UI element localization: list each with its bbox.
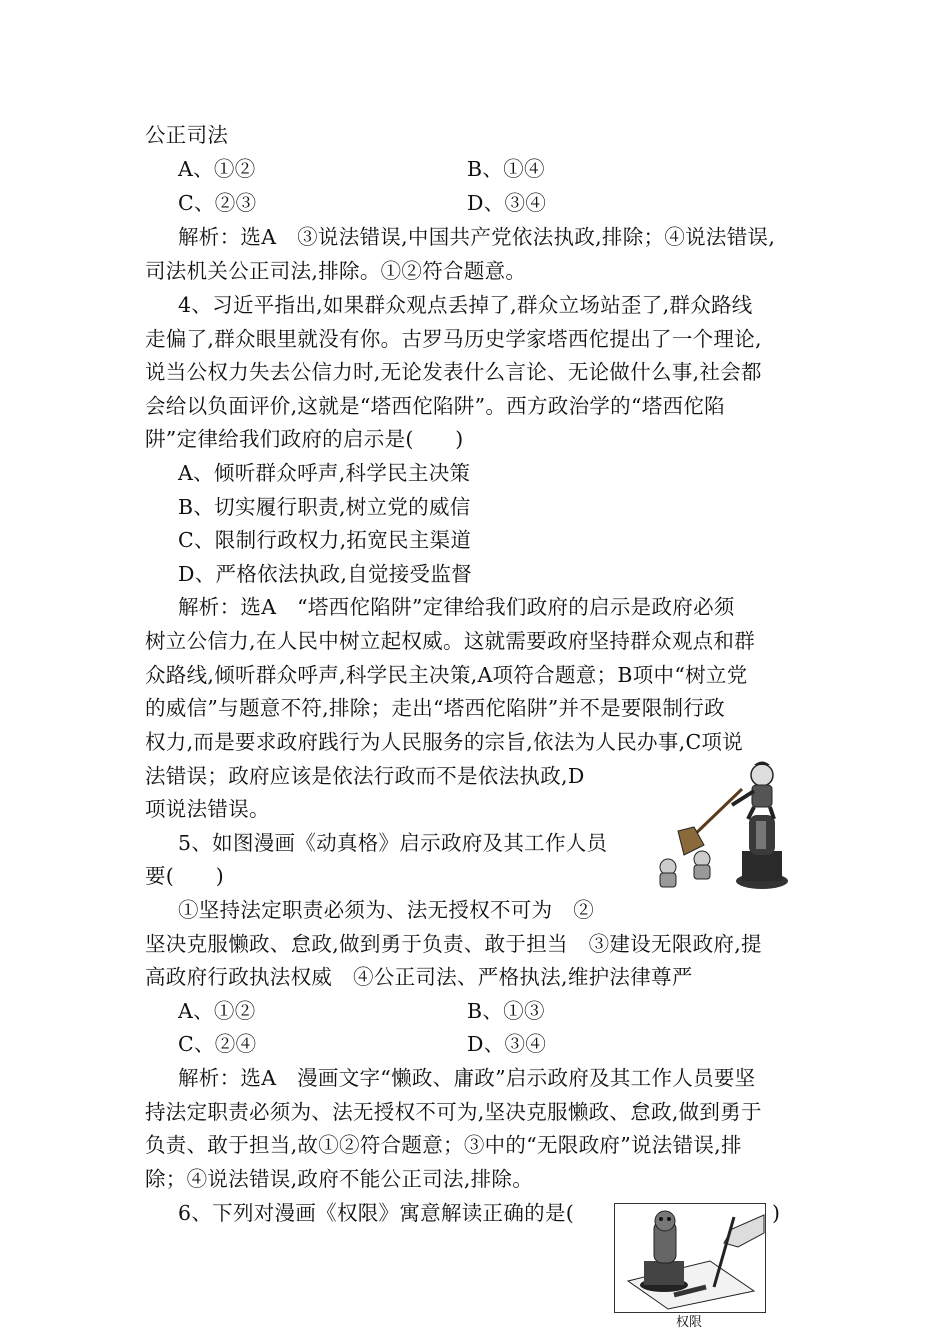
q3-option-d: D、③④ — [467, 191, 547, 215]
q4-analysis-line-4: 的威信”与题意不符,排除；走出“塔西佗陷阱”并不是要限制行政 — [145, 696, 725, 720]
q6-stem: 6、下列对漫画《权限》寓意解读正确的是( — [178, 1201, 575, 1225]
cartoon-caption: 权限 — [676, 1315, 703, 1330]
q4-option-a: A、倾听群众呼声,科学民主决策 — [178, 461, 471, 485]
q4-stem-line-1: 4、习近平指出,如果群众观点丢掉了,群众立场站歪了,群众路线 — [178, 293, 753, 317]
q3-option-b: B、①④ — [467, 157, 545, 181]
q4-stem-line-5: 阱”定律给我们政府的启示是( ) — [145, 427, 464, 451]
q5-analysis-line-3: 负责、敢于担当,故①②符合题意；③中的“无限政府”说法错误,排 — [145, 1133, 742, 1157]
q4-analysis-line-2: 树立公信力,在人民中树立起权威。这就需要政府坚持群众观点和群 — [145, 629, 756, 653]
cartoon-dongzhenge — [650, 755, 800, 895]
q5-analysis-line-2: 持法定职责必须为、法无授权不可为,坚决克服懒政、怠政,做到勇于 — [145, 1100, 762, 1124]
q4-analysis-line-7: 项说法错误。 — [145, 797, 270, 821]
q5-choices-line-1: ①坚持法定职责必须为、法无授权不可为 ② — [178, 898, 594, 922]
q3-option-a: A、①② — [178, 157, 256, 181]
q5-option-a: A、①② — [178, 999, 256, 1023]
q4-stem-line-4: 会给以负面评价,这就是“塔西佗陷阱”。西方政治学的“塔西佗陷 — [145, 394, 725, 418]
q5-choices-line-3: 高政府行政执法权威 ④公正司法、严格执法,维护法律尊严 — [145, 965, 693, 989]
q4-stem-line-3: 说当公权力失去公信力时,无论发表什么言论、无论做什么事,社会都 — [145, 360, 762, 384]
q4-analysis-line-3: 众路线,倾听群众呼声,科学民主决策,A项符合题意；B项中“树立党 — [145, 663, 748, 687]
q5-option-c: C、②④ — [178, 1032, 257, 1056]
cartoon-quanxian — [614, 1203, 766, 1313]
q4-analysis-line-6: 法错误；政府应该是依法行政而不是依法执政,D — [145, 764, 585, 788]
q3-analysis-line-2: 司法机关公正司法,排除。①②符合题意。 — [145, 259, 527, 283]
q4-analysis-line-5: 权力,而是要求政府践行为人民服务的宗旨,依法为人民办事,C项说 — [145, 730, 744, 754]
q5-analysis-line-1: 解析：选A 漫画文字“懒政、庸政”启示政府及其工作人员要坚 — [178, 1066, 756, 1090]
q3-option-c: C、②③ — [178, 191, 257, 215]
q4-analysis-line-1: 解析：选A “塔西佗陷阱”定律给我们政府的启示是政府必须 — [178, 595, 735, 619]
q4-option-d: D、严格依法执政,自觉接受监督 — [178, 562, 472, 586]
q6-stem-close: ) — [772, 1201, 781, 1225]
q5-option-b: B、①③ — [467, 999, 545, 1023]
q5-stem-line-1: 5、如图漫画《动真格》启示政府及其工作人员 — [178, 831, 608, 855]
q4-stem-line-2: 走偏了,群众眼里就没有你。古罗马历史学家塔西佗提出了一个理论, — [145, 327, 762, 351]
q4-option-c: C、限制行政权力,拓宽民主渠道 — [178, 528, 472, 552]
q5-choices-line-2: 坚决克服懒政、怠政,做到勇于负责、敢于担当 ③建设无限政府,提 — [145, 932, 762, 956]
q3-analysis-line-1: 解析：选A ③说法错误,中国共产党依法执政,排除；④说法错误, — [178, 225, 776, 249]
q5-analysis-line-4: 除；④说法错误,政府不能公正司法,排除。 — [145, 1167, 534, 1191]
q3-tail: 公正司法 — [145, 123, 229, 147]
q5-option-d: D、③④ — [467, 1032, 547, 1056]
q5-stem-line-2: 要( ) — [145, 864, 224, 888]
q4-option-b: B、切实履行职责,树立党的威信 — [178, 495, 471, 519]
